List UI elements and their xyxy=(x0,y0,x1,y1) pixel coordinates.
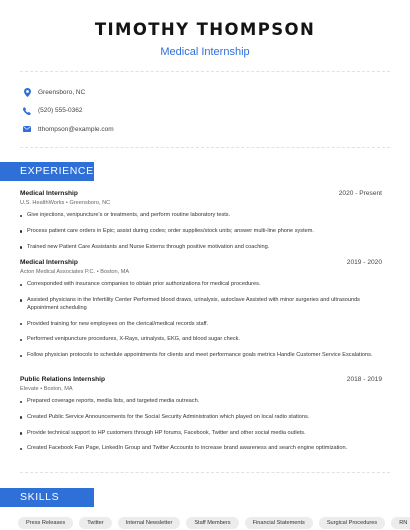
job-location: Boston, MA xyxy=(43,386,73,392)
job-company: U.S. HealthWorks xyxy=(20,200,65,206)
job-bullet: Trained new Patient Care Assistants and Nurse Externs through positive motivation and coaching. xyxy=(20,244,382,252)
job-bullet: Provided training for new employees on the clerical/medical records staff. xyxy=(20,321,382,329)
job-company-line: Elevate • Boston, MA xyxy=(20,386,73,392)
contact-location xyxy=(22,83,114,102)
job-bullet: Follow physician protocols to schedule appointments for clients and meet performance goals metrics Handle Customer Service Escalations. xyxy=(20,352,382,360)
job-bullet: Created Facebook Fan Page, LinkedIn Group and Twitter Accounts to increase brand awareness and search engine optimization. xyxy=(20,445,382,453)
job-bullet: Created Public Service Announcements for the Social Security Administration which played on local radio stations. xyxy=(20,414,382,422)
job-title: Medical Internship xyxy=(20,259,78,266)
skills-heading: SKILLS xyxy=(0,488,94,507)
job-entry xyxy=(20,190,382,259)
skill-chip: Internal Newsletter xyxy=(118,517,181,529)
divider xyxy=(20,71,390,72)
job-bullets xyxy=(20,281,382,360)
job-dates: 2020 - Present xyxy=(338,190,382,197)
job-entry xyxy=(20,259,382,368)
job-company-line: U.S. HealthWorks • Greensboro, NC xyxy=(20,200,111,206)
job-bullet: Process patient care orders in Epic; assist during codes; order supplies/stock units; answer multi-line phone system. xyxy=(20,228,382,236)
candidate-subtitle: Medical Internship xyxy=(160,46,250,58)
job-bullet: Provide technical support to HP customers through HP forums, Facebook, Twitter and other social media outlets. xyxy=(20,430,382,438)
job-company: Acton Medical Associates P.C. xyxy=(20,269,96,275)
candidate-name: TIMOTHY THOMPSON xyxy=(94,20,316,39)
job-bullet: Prepared coverage reports, media lists, and targeted media outreach. xyxy=(20,398,382,406)
skill-chip: Staff Members xyxy=(186,517,238,529)
job-dates: 2019 - 2020 xyxy=(346,259,382,266)
contact-list xyxy=(22,83,114,139)
job-title: Public Relations Internship xyxy=(20,376,105,383)
skill-chip: Press Releases xyxy=(18,517,73,529)
job-location: Greensboro, NC xyxy=(69,200,111,206)
divider xyxy=(20,472,390,473)
skill-chip: RN xyxy=(391,517,410,529)
job-company-line: Acton Medical Associates P.C. • Boston, MA xyxy=(20,269,130,275)
job-bullets xyxy=(20,398,382,453)
divider xyxy=(20,147,390,148)
skill-chip: Financial Statements xyxy=(245,517,313,529)
envelope-icon xyxy=(22,126,32,132)
contact-phone xyxy=(22,102,114,121)
email-text: tthompson@example.com xyxy=(38,125,114,133)
map-pin-icon xyxy=(22,88,32,97)
job-title: Medical Internship xyxy=(20,190,78,197)
experience-heading: EXPERIENCE xyxy=(0,162,94,181)
job-bullet: Give injections, venipuncture's or treatments, and perform routine laboratory tests. xyxy=(20,212,382,220)
phone-text: (520) 555-0362 xyxy=(38,107,83,115)
job-dates: 2018 - 2019 xyxy=(346,376,382,383)
resume-header xyxy=(0,0,410,58)
job-location: Boston, MA xyxy=(100,269,130,275)
contact-email xyxy=(22,120,114,139)
job-bullet: Performed venipuncture procedures, X-Rays, urinalysis, EKG, and blood sugar check. xyxy=(20,336,382,344)
job-bullets xyxy=(20,212,382,252)
job-bullet: Assisted physicians in the Infertility Center Performed blood draws, urinalysis, autoclave Assisted with minor surgeries and ultrasounds Appointment scheduling xyxy=(20,297,382,313)
job-company: Elevate xyxy=(20,386,39,392)
job-entry xyxy=(20,376,382,461)
job-bullet: Corresponded with insurance companies to obtain prior authorizations for medical procedures. xyxy=(20,281,382,289)
phone-icon xyxy=(22,107,32,115)
location-text: Greensboro, NC xyxy=(38,88,86,96)
skills-list xyxy=(18,517,410,529)
skill-chip: Surgical Procedures xyxy=(319,517,385,529)
skill-chip: Twitter xyxy=(79,517,111,529)
